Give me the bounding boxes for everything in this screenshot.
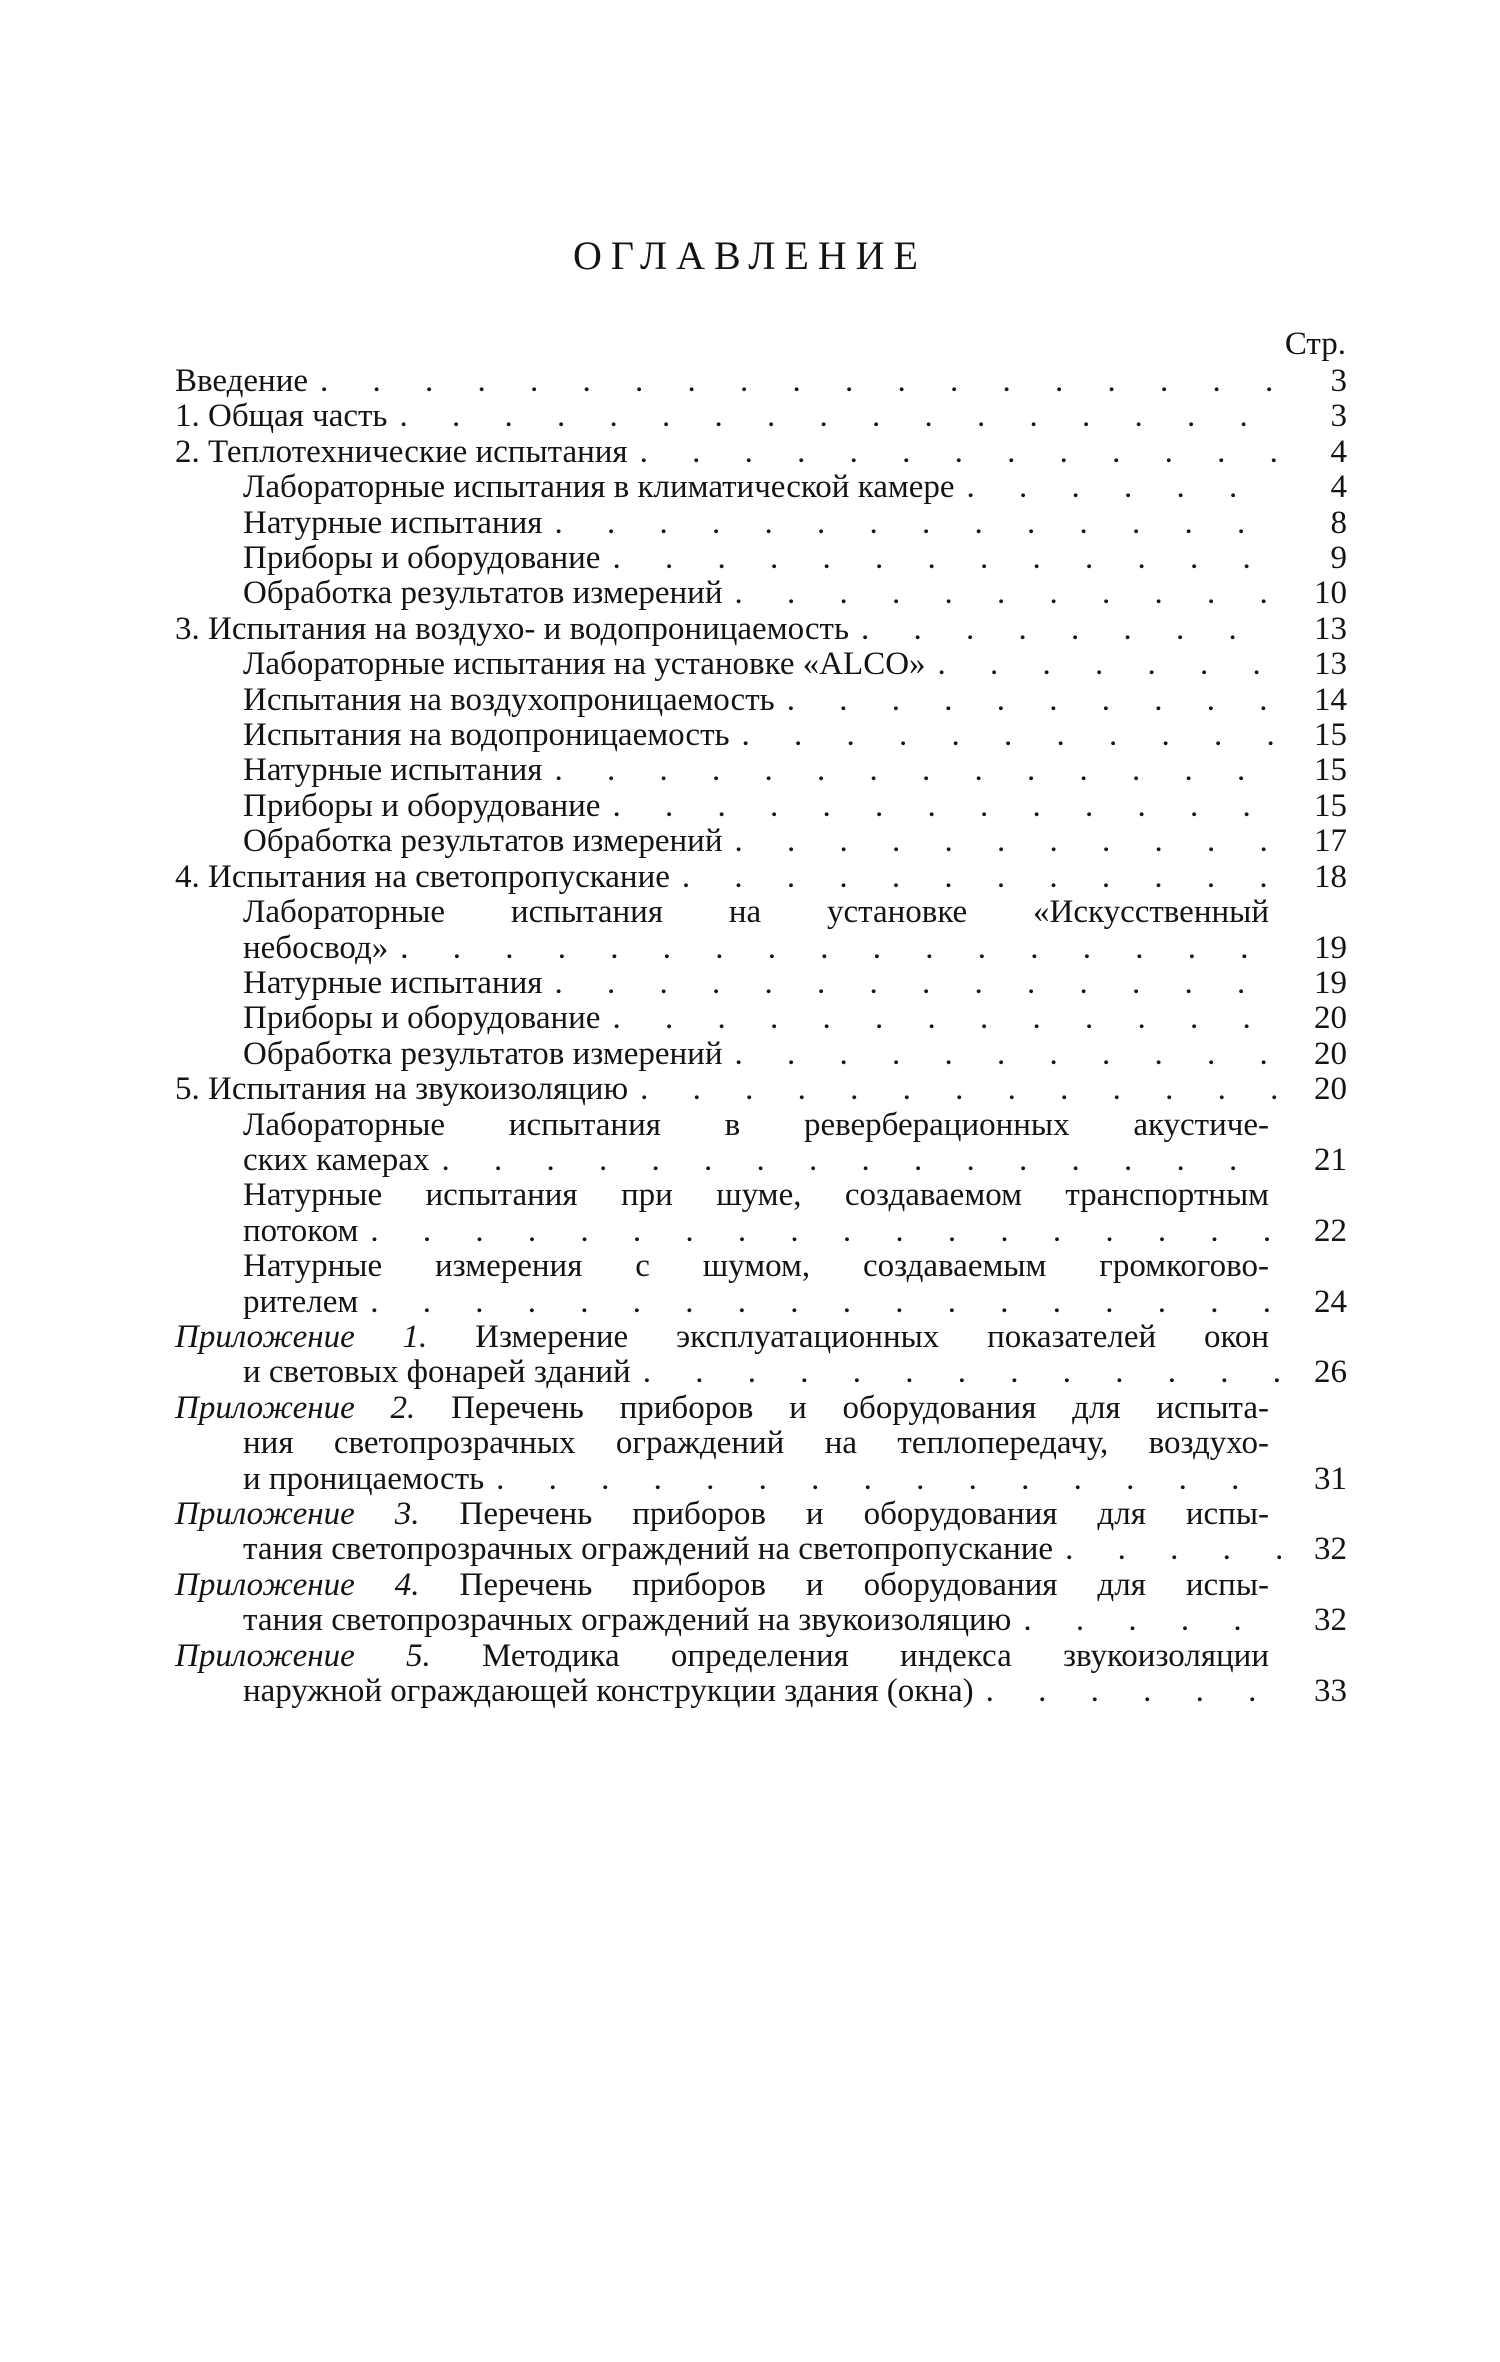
toc-entry-page: 3: [1330, 363, 1347, 399]
appendix-label: Приложение 3.: [175, 1496, 420, 1532]
toc-entry-title: Испытания на воздухопроницаемость: [243, 681, 775, 718]
toc-entry-title: [175, 1568, 1269, 1603]
toc-entry-title: потоком: [243, 1212, 359, 1249]
dot-leader: [723, 824, 1282, 859]
toc-appendix-continuation: [175, 1426, 1347, 1461]
toc-entry-page: 33: [1314, 1673, 1347, 1710]
toc-entry-page: 8: [1330, 504, 1347, 541]
toc-entry-title: Испытания на водопроницаемость: [243, 717, 730, 754]
toc-entry-page: 13: [1314, 646, 1347, 683]
toc-entry-title: [175, 1497, 1269, 1532]
appendix-label: Приложение 4.: [175, 1566, 420, 1603]
toc-entry-title: Лабораторные испытания на установке «Искусственный: [243, 894, 1269, 931]
toc-subentry: [175, 966, 1347, 1001]
toc-entry-title: 4. Испытания на светопропускание: [175, 858, 670, 895]
dot-leader: [387, 399, 1281, 434]
toc-entry-page: 4: [1330, 469, 1347, 506]
toc-entry-title: Натурные испытания при шуме, создаваемом транспортным: [243, 1177, 1269, 1214]
toc-subentry-continuation: [175, 1143, 1347, 1178]
toc-subentry: [175, 576, 1347, 611]
toc-entry-page: 15: [1314, 752, 1347, 789]
toc-subentry-continuation: [175, 1285, 1347, 1320]
toc-entry-title: Натурные испытания: [243, 504, 543, 541]
toc-entry-title: рителем: [243, 1283, 359, 1320]
toc-appendix-continuation: [175, 1355, 1347, 1390]
toc-entry-page: 31: [1314, 1460, 1347, 1497]
dot-leader: [723, 576, 1282, 611]
dot-leader: [358, 1214, 1281, 1249]
toc-entry-title: Приборы и оборудование: [243, 1000, 601, 1037]
dot-leader: [1053, 1532, 1281, 1567]
appendix-label: Приложение 1.: [175, 1318, 428, 1355]
toc-entry-title: Натурные испытания: [243, 964, 543, 1001]
dot-leader: [730, 718, 1281, 753]
toc-entry-page: 15: [1314, 717, 1347, 754]
dot-leader: [429, 1143, 1281, 1178]
toc-appendix-entry: [175, 1391, 1347, 1426]
toc-subentry: [175, 1001, 1347, 1036]
toc-subentry: [175, 1178, 1347, 1213]
table-of-contents: [175, 364, 1347, 1709]
dot-leader: [974, 1674, 1281, 1709]
toc-entry-title: Натурные испытания: [243, 752, 543, 789]
toc-entry-page: 10: [1314, 575, 1347, 612]
toc-appendix-entry: [175, 1320, 1347, 1355]
toc-entry-title: 1. Общая часть: [175, 398, 388, 435]
toc-entry-page: 18: [1314, 858, 1347, 895]
toc-entry-page: 24: [1314, 1283, 1347, 1320]
toc-appendix-continuation: [175, 1532, 1347, 1567]
toc-entry-page: 4: [1330, 433, 1347, 470]
toc-entry-page: 9: [1330, 540, 1347, 577]
toc-appendix-continuation: [175, 1674, 1347, 1709]
toc-appendix-continuation: [175, 1462, 1347, 1497]
toc-entry-title: Лабораторные испытания в реверберационных акустиче-: [243, 1106, 1269, 1143]
toc-entry: [175, 612, 1347, 647]
dot-leader: [388, 931, 1281, 966]
dot-leader: [600, 1001, 1281, 1036]
toc-entry: [175, 435, 1347, 470]
toc-entry-title: [175, 1639, 1269, 1674]
toc-entry-title: 5. Испытания на звукоизоляцию: [175, 1071, 629, 1108]
dot-leader: [358, 1285, 1281, 1320]
toc-entry-page: 32: [1314, 1531, 1347, 1568]
dot-leader: [484, 1462, 1281, 1497]
toc-entry-title: Натурные измерения с шумом, создаваемым громкогово-: [243, 1248, 1269, 1285]
toc-entry-page: 19: [1314, 964, 1347, 1001]
toc-subentry: [175, 1249, 1347, 1284]
toc-entry: [175, 399, 1347, 434]
dot-leader: [670, 860, 1281, 895]
dot-leader: [1011, 1603, 1281, 1638]
toc-entry-title: Лабораторные испытания на установке «ALCO»: [243, 646, 926, 683]
toc-appendix-entry: [175, 1497, 1347, 1532]
toc-subentry: [175, 895, 1347, 930]
dot-leader: [775, 683, 1281, 718]
toc-title: ОГЛАВЛЕНИЕ: [573, 233, 927, 278]
dot-leader: [723, 1037, 1282, 1072]
toc-entry-title: Приборы и оборудование: [243, 540, 601, 577]
appendix-title: Перечень приборов и оборудования для испы-: [459, 1496, 1269, 1532]
dot-leader: [600, 789, 1281, 824]
dot-leader: [849, 612, 1281, 647]
toc-subentry: [175, 1108, 1347, 1143]
toc-subentry: [175, 506, 1347, 541]
toc-entry-title: тания светопрозрачных ограждений на светопропускание: [243, 1531, 1054, 1568]
toc-entry-title: и проницаемость: [243, 1460, 485, 1497]
dot-leader: [600, 541, 1281, 576]
toc-entry-page: 32: [1314, 1602, 1347, 1639]
toc-entry-page: 22: [1314, 1212, 1347, 1249]
appendix-title: Измерение эксплуатационных показателей окон: [475, 1318, 1269, 1355]
appendix-label: Приложение 5.: [175, 1637, 431, 1674]
toc-appendix-entry: [175, 1568, 1347, 1603]
toc-entry-title: Обработка результатов измерений: [243, 823, 723, 860]
dot-leader: [955, 470, 1281, 505]
toc-entry-title: [175, 1391, 1269, 1426]
toc-entry-title: 2. Теплотехнические испытания: [175, 433, 628, 470]
toc-entry-page: 20: [1314, 1000, 1347, 1037]
toc-subentry: [175, 647, 1347, 682]
appendix-title: Перечень приборов и оборудования для испы-: [459, 1566, 1269, 1603]
toc-entry-title: Введение: [175, 363, 309, 399]
toc-entry-title: и световых фонарей зданий: [243, 1354, 631, 1391]
toc-entry-page: 26: [1314, 1354, 1347, 1391]
toc-subentry: [175, 753, 1347, 788]
dot-leader: [542, 966, 1281, 1001]
toc-entry-title: Обработка результатов измерений: [243, 575, 723, 612]
toc-entry-title: наружной ограждающей конструкции здания (окна): [243, 1673, 974, 1710]
toc-entry-title: тания светопрозрачных ограждений на звукоизоляцию: [243, 1602, 1012, 1639]
toc-entry-page: 14: [1314, 681, 1347, 718]
toc-entry-page: 20: [1314, 1035, 1347, 1072]
toc-entry-title: Обработка результатов измерений: [243, 1035, 723, 1072]
toc-appendix-entry: [175, 1639, 1347, 1674]
toc-entry: [175, 860, 1347, 895]
toc-entry-page: 17: [1314, 823, 1347, 860]
toc-entry-page: 15: [1314, 787, 1347, 824]
toc-subentry-continuation: [175, 931, 1347, 966]
toc-entry-page: 13: [1314, 610, 1347, 647]
toc-entry: [175, 364, 1347, 399]
toc-entry-title: 3. Испытания на воздухо- и водопроницаемость: [175, 610, 850, 647]
toc-entry-page: 21: [1314, 1141, 1347, 1178]
dot-leader: [628, 1072, 1281, 1107]
dot-leader: [926, 647, 1281, 682]
toc-entry-title: небосвод»: [243, 929, 389, 966]
toc-subentry: [175, 683, 1347, 718]
toc-appendix-continuation: [175, 1603, 1347, 1638]
toc-entry-page: 20: [1314, 1071, 1347, 1108]
toc-subentry: [175, 718, 1347, 753]
dot-leader: [542, 506, 1281, 541]
page-column-label: Стр.: [1284, 326, 1346, 362]
toc-entry-page: 19: [1314, 929, 1347, 966]
toc-entry-title: ских камерах: [243, 1141, 430, 1178]
toc-entry-title: [175, 1320, 1269, 1355]
dot-leader: [631, 1355, 1281, 1390]
toc-entry-page: 3: [1330, 398, 1347, 435]
appendix-title: Методика определения индекса звукоизоляции: [481, 1637, 1269, 1674]
dot-leader: [308, 364, 1281, 399]
toc-subentry: [175, 470, 1347, 505]
toc-entry-title: ния светопрозрачных ограждений на теплопередачу, воздухо-: [243, 1425, 1269, 1462]
toc-entry: [175, 1072, 1347, 1107]
toc-subentry: [175, 789, 1347, 824]
dot-leader: [542, 753, 1281, 788]
toc-subentry: [175, 824, 1347, 859]
toc-entry-title: Лабораторные испытания в климатической камере: [243, 469, 955, 506]
toc-subentry: [175, 1037, 1347, 1072]
appendix-title: Перечень приборов и оборудования для испыта-: [451, 1389, 1269, 1426]
toc-subentry: [175, 541, 1347, 576]
appendix-label: Приложение 2.: [175, 1389, 416, 1426]
dot-leader: [628, 435, 1281, 470]
toc-entry-title: Приборы и оборудование: [243, 787, 601, 824]
toc-subentry-continuation: [175, 1214, 1347, 1249]
